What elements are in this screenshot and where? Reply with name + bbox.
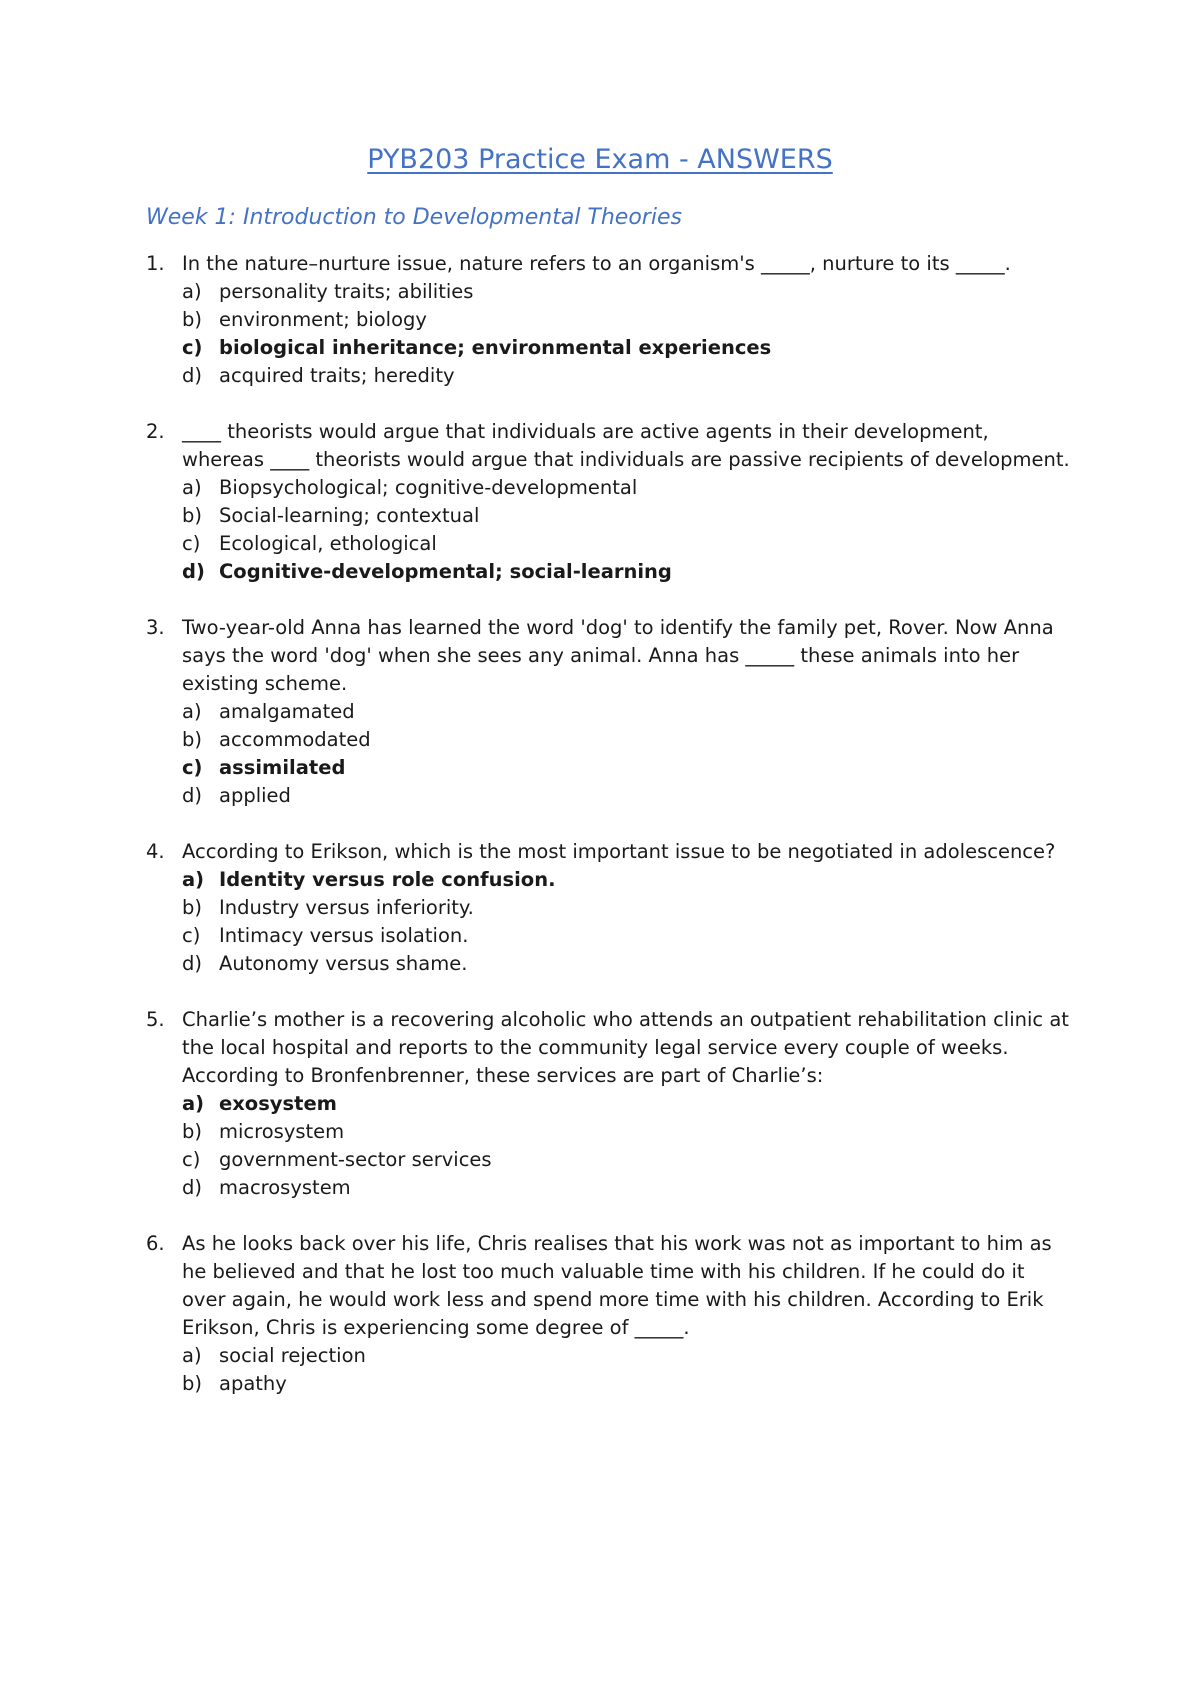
option-text: Cognitive-developmental; social-learning [219, 560, 672, 583]
question-text: As he looks back over his life, Chris realises that his work was not as important to him as he believed and that he lost too much valuable time with his children. If he could do it over again, he would work less and spend more time with his children. According to Erik Erikson, Chris is experiencing some degree of _____. [182, 1232, 1052, 1339]
answer-option [182, 782, 1072, 810]
option-letter: c) [182, 924, 201, 947]
question-text: According to Erikson, which is the most important issue to be negotiated in adolescence? [182, 840, 1056, 863]
option-text: biological inheritance; environmental experiences [219, 336, 772, 359]
answer-option [182, 1342, 1072, 1370]
question-item [0, 614, 1200, 810]
question-number: 2. [146, 420, 165, 443]
option-letter: d) [182, 364, 202, 387]
option-letter: b) [182, 1372, 202, 1395]
option-text: social rejection [219, 1344, 366, 1367]
answer-option [182, 1118, 1072, 1146]
option-text: personality traits; abilities [219, 280, 474, 303]
question-body [182, 1006, 1072, 1202]
question-number: 6. [146, 1232, 165, 1255]
question-body [182, 614, 1072, 810]
option-text: applied [219, 784, 291, 807]
option-letter: c) [182, 532, 201, 555]
option-letter: d) [182, 952, 202, 975]
option-text: Autonomy versus shame. [219, 952, 468, 975]
option-text: exosystem [219, 1092, 337, 1115]
option-letter: a) [182, 1092, 205, 1115]
option-text: accommodated [219, 728, 371, 751]
answer-option [182, 306, 1072, 334]
answer-option [182, 894, 1072, 922]
question-item [0, 1006, 1200, 1202]
question-item [0, 250, 1200, 390]
question-body [182, 418, 1072, 586]
option-text: Identity versus role confusion. [219, 868, 556, 891]
answer-option [182, 922, 1072, 950]
option-letter: a) [182, 868, 205, 891]
question-text: In the nature–nurture issue, nature refers to an organism's _____, nurture to its _____. [182, 252, 1011, 275]
question-text: ____ theorists would argue that individuals are active agents in their development, whereas ____ theorists would argue that individuals are passive recipients of development. [182, 420, 1070, 471]
option-letter: a) [182, 700, 202, 723]
question-number: 1. [146, 252, 165, 275]
answer-option [182, 950, 1072, 978]
option-text: microsystem [219, 1120, 345, 1143]
option-letter: b) [182, 504, 202, 527]
question-item [0, 418, 1200, 586]
answer-option-correct [182, 866, 1072, 894]
answer-option-correct [182, 754, 1072, 782]
option-letter: b) [182, 728, 202, 751]
option-letter: c) [182, 1148, 201, 1171]
option-text: Social-learning; contextual [219, 504, 480, 527]
option-text: assimilated [219, 756, 346, 779]
question-list [0, 250, 1200, 1426]
answer-option [182, 726, 1072, 754]
option-text: amalgamated [219, 700, 355, 723]
question-number: 4. [146, 840, 165, 863]
option-letter: d) [182, 784, 202, 807]
option-text: acquired traits; heredity [219, 364, 455, 387]
option-letter: c) [182, 756, 203, 779]
option-letter: c) [182, 336, 203, 359]
document-title: PYB203 Practice Exam - ANSWERS [367, 144, 833, 175]
answer-option [182, 1146, 1072, 1174]
option-letter: d) [182, 560, 205, 583]
option-text: apathy [219, 1372, 287, 1395]
option-text: Intimacy versus isolation. [219, 924, 469, 947]
answer-option-correct [182, 334, 1072, 362]
question-body [182, 838, 1072, 978]
answer-option [182, 502, 1072, 530]
option-letter: b) [182, 308, 202, 331]
option-letter: d) [182, 1176, 202, 1199]
option-text: Ecological, ethological [219, 532, 437, 555]
answer-option [182, 362, 1072, 390]
section-heading: Week 1: Introduction to Developmental Theories [146, 205, 682, 230]
answer-option [182, 1174, 1072, 1202]
question-number: 5. [146, 1008, 165, 1031]
question-text: Charlie’s mother is a recovering alcoholic who attends an outpatient rehabilitation clinic at the local hospital and reports to the community legal service every couple of weeks. According to Bronfenbrenner, these services are part of Charlie’s: [182, 1008, 1069, 1087]
question-number: 3. [146, 616, 165, 639]
option-letter: b) [182, 896, 202, 919]
option-letter: a) [182, 1344, 202, 1367]
option-text: Biopsychological; cognitive-developmental [219, 476, 638, 499]
option-text: environment; biology [219, 308, 427, 331]
answer-option [182, 474, 1072, 502]
answer-option-correct [182, 1090, 1072, 1118]
question-item [0, 1230, 1200, 1398]
answer-option-correct [182, 558, 1072, 586]
question-body [182, 250, 1072, 390]
option-text: macrosystem [219, 1176, 351, 1199]
answer-option [182, 1370, 1072, 1398]
answer-option [182, 278, 1072, 306]
option-text: Industry versus inferiority. [219, 896, 474, 919]
option-text: government-sector services [219, 1148, 492, 1171]
option-letter: a) [182, 280, 202, 303]
question-text: Two-year-old Anna has learned the word 'dog' to identify the family pet, Rover. Now Anna says the word 'dog' when she sees any animal. Anna has _____ these animals into her existing scheme. [182, 616, 1054, 695]
option-letter: a) [182, 476, 202, 499]
option-letter: b) [182, 1120, 202, 1143]
answer-option [182, 698, 1072, 726]
question-item [0, 838, 1200, 978]
answer-option [182, 530, 1072, 558]
question-body [182, 1230, 1072, 1398]
